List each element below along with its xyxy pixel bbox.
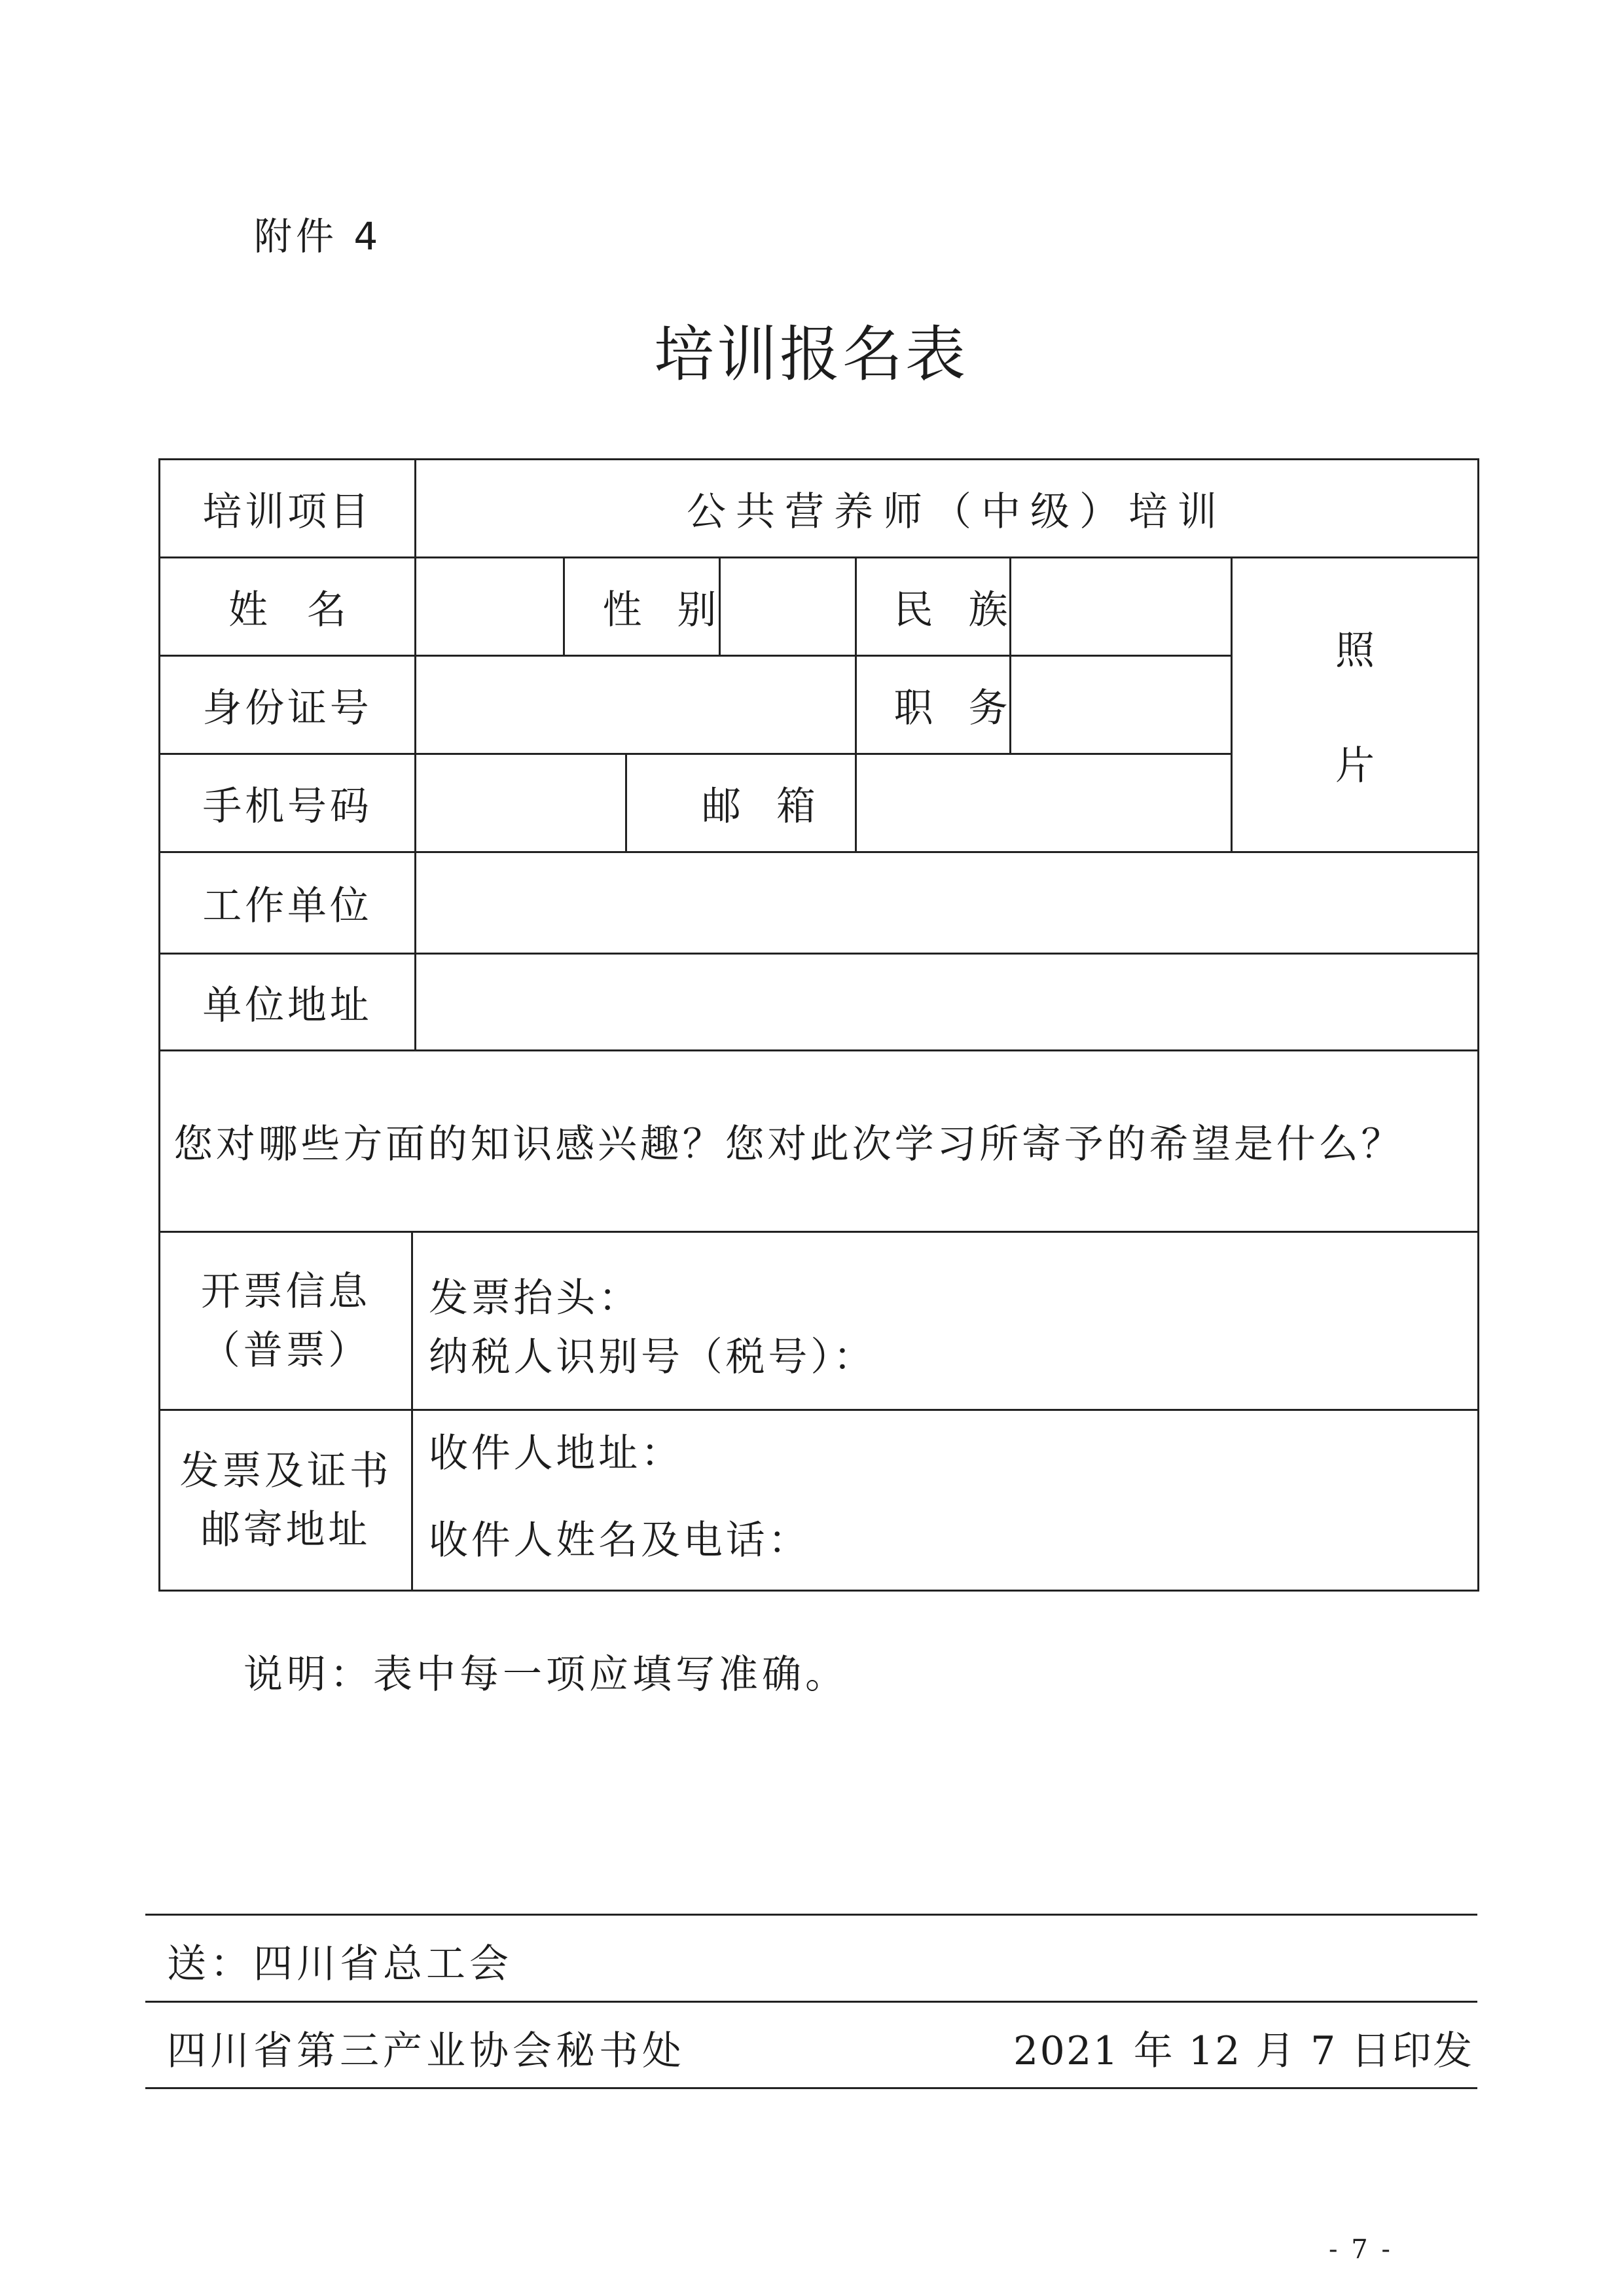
employer-address-label: 单位地址 [202, 982, 372, 1029]
employer-address-field[interactable] [416, 955, 1477, 1049]
interest-answer-area[interactable] [160, 1051, 1477, 1231]
issue-date: 2021 年 12 月 7 日印发 [1013, 2028, 1474, 2074]
table-line [411, 1231, 413, 1590]
gender-field[interactable] [721, 558, 855, 655]
phone-label: 手机号码 [202, 783, 372, 829]
footer-rule-bottom [145, 2087, 1477, 2089]
recipient-name-phone-label: 收件人姓名及电话： [429, 1518, 811, 1563]
attachment-label: 附件 4 [254, 214, 382, 259]
employer-label: 工作单位 [202, 883, 372, 929]
invoice-label-line2: （普票） [200, 1327, 371, 1374]
invoice-info-label [160, 1233, 411, 1409]
recipient-address-label: 收件人地址： [429, 1430, 683, 1476]
photo-label-bottom: 片 [1335, 742, 1375, 789]
invoice-label-line1: 开票信息 [200, 1268, 371, 1315]
form-note: 说明：表中每一项应填写准确。 [243, 1652, 848, 1698]
project-label: 培训项目 [202, 488, 372, 535]
email-field[interactable] [857, 755, 1231, 851]
employer-field[interactable] [416, 853, 1477, 953]
photo-label-top: 照 [1335, 627, 1375, 674]
photo-box[interactable] [1233, 558, 1477, 851]
mailing-address-label [160, 1411, 411, 1590]
ethnicity-field[interactable] [1011, 558, 1231, 655]
invoice-title-label: 发票抬头： [429, 1275, 641, 1321]
issuer: 四川省第三产业协会秘书处 [167, 2028, 685, 2074]
table-line [158, 1590, 1479, 1592]
form-title: 培训报名表 [653, 319, 968, 390]
name-field[interactable] [416, 558, 563, 655]
position-field[interactable] [1011, 657, 1231, 753]
send-to: 送：四川省总工会 [167, 1941, 513, 1987]
project-value: 公共营养师（中级）培训 [687, 488, 1227, 535]
taxpayer-id-label: 纳税人识别号（税号）： [429, 1334, 876, 1380]
footer-rule-middle [145, 2001, 1477, 2003]
id-field[interactable] [416, 657, 855, 753]
page-number: - 7 - [1329, 2234, 1393, 2265]
mail-label-line2: 邮寄地址 [200, 1506, 371, 1553]
table-line [1477, 458, 1479, 1592]
ethnicity-label: 民族 [893, 587, 1043, 633]
gender-label: 性别 [602, 587, 752, 633]
interest-question: 您对哪些方面的知识感兴趣？您对此次学习所寄予的希望是什么？ [173, 1121, 1404, 1167]
position-label: 职务 [893, 685, 1043, 731]
email-label: 邮箱 [702, 783, 851, 829]
footer-rule-top [145, 1914, 1477, 1916]
phone-field[interactable] [416, 755, 625, 851]
id-label: 身份证号 [202, 685, 372, 731]
mail-label-line1: 发票及证书 [179, 1448, 392, 1494]
name-label: 姓 名 [228, 587, 346, 633]
